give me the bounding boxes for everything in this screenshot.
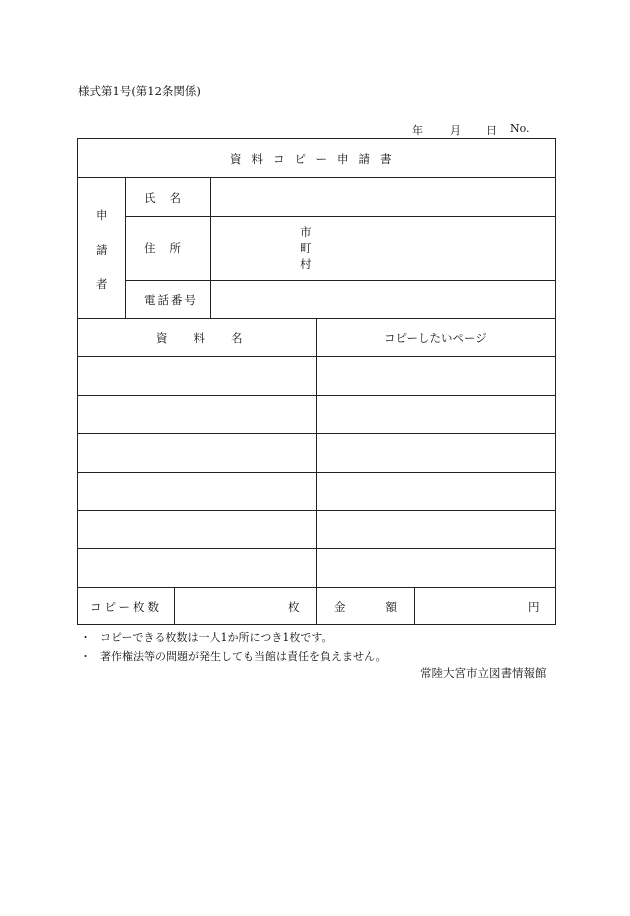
date-year-label: 年 [412, 124, 423, 137]
amount-field[interactable] [415, 588, 535, 624]
address-field[interactable] [212, 217, 555, 279]
amount-unit: 円 [528, 600, 540, 614]
pages-cell-2[interactable] [317, 396, 555, 433]
amount-label: 金額 [334, 600, 437, 614]
library-name: 常陸大宮市立図書情報館 [420, 666, 547, 680]
copy-count-field[interactable] [175, 588, 295, 624]
copy-count-label: コピー枚数 [90, 600, 163, 614]
address-unit-city: 市 [300, 225, 312, 239]
date-month-label: 月 [450, 124, 461, 137]
rule-applicant-column [125, 177, 126, 318]
note-1-text: コピーできる枚数は一人1か所につき1枚です。 [100, 631, 333, 644]
material-name-cell-5[interactable] [78, 511, 316, 548]
note-2-text: 著作権法等の問題が発生しても当館は責任を負えません。 [100, 650, 387, 663]
address-unit-village: 村 [300, 257, 312, 271]
address-unit-town: 町 [300, 241, 312, 255]
name-field[interactable] [212, 178, 555, 215]
address-label: 住所 [144, 241, 195, 255]
phone-label: 電話番号 [144, 293, 198, 307]
pages-header: コピーしたいページ [384, 331, 487, 345]
copy-count-unit: 枚 [288, 600, 300, 614]
applicant-label-2: 請 [96, 243, 108, 257]
note-1-bullet: ・ [80, 631, 91, 644]
applicant-label-1: 申 [96, 208, 108, 222]
copy-request-form [77, 138, 556, 625]
form-title: 資料コピー申請書 [230, 152, 402, 166]
material-name-cell-4[interactable] [78, 473, 316, 510]
material-name-cell-1[interactable] [78, 357, 316, 395]
form-number-label: 様式第1号(第12条関係) [78, 84, 201, 98]
name-label: 氏名 [144, 191, 195, 205]
number-label: No. [510, 122, 530, 135]
material-name-header: 資料名 [156, 331, 269, 345]
pages-cell-1[interactable] [317, 357, 555, 395]
note-2-bullet: ・ [80, 650, 91, 663]
material-name-cell-6[interactable] [78, 549, 316, 587]
pages-cell-4[interactable] [317, 473, 555, 510]
phone-field[interactable] [212, 281, 555, 318]
applicant-label-3: 者 [96, 277, 108, 291]
pages-cell-5[interactable] [317, 511, 555, 548]
date-day-label: 日 [486, 124, 497, 137]
rule-label-column [210, 177, 211, 318]
material-name-cell-2[interactable] [78, 396, 316, 433]
pages-cell-3[interactable] [317, 434, 555, 472]
pages-cell-6[interactable] [317, 549, 555, 587]
material-name-cell-3[interactable] [78, 434, 316, 472]
